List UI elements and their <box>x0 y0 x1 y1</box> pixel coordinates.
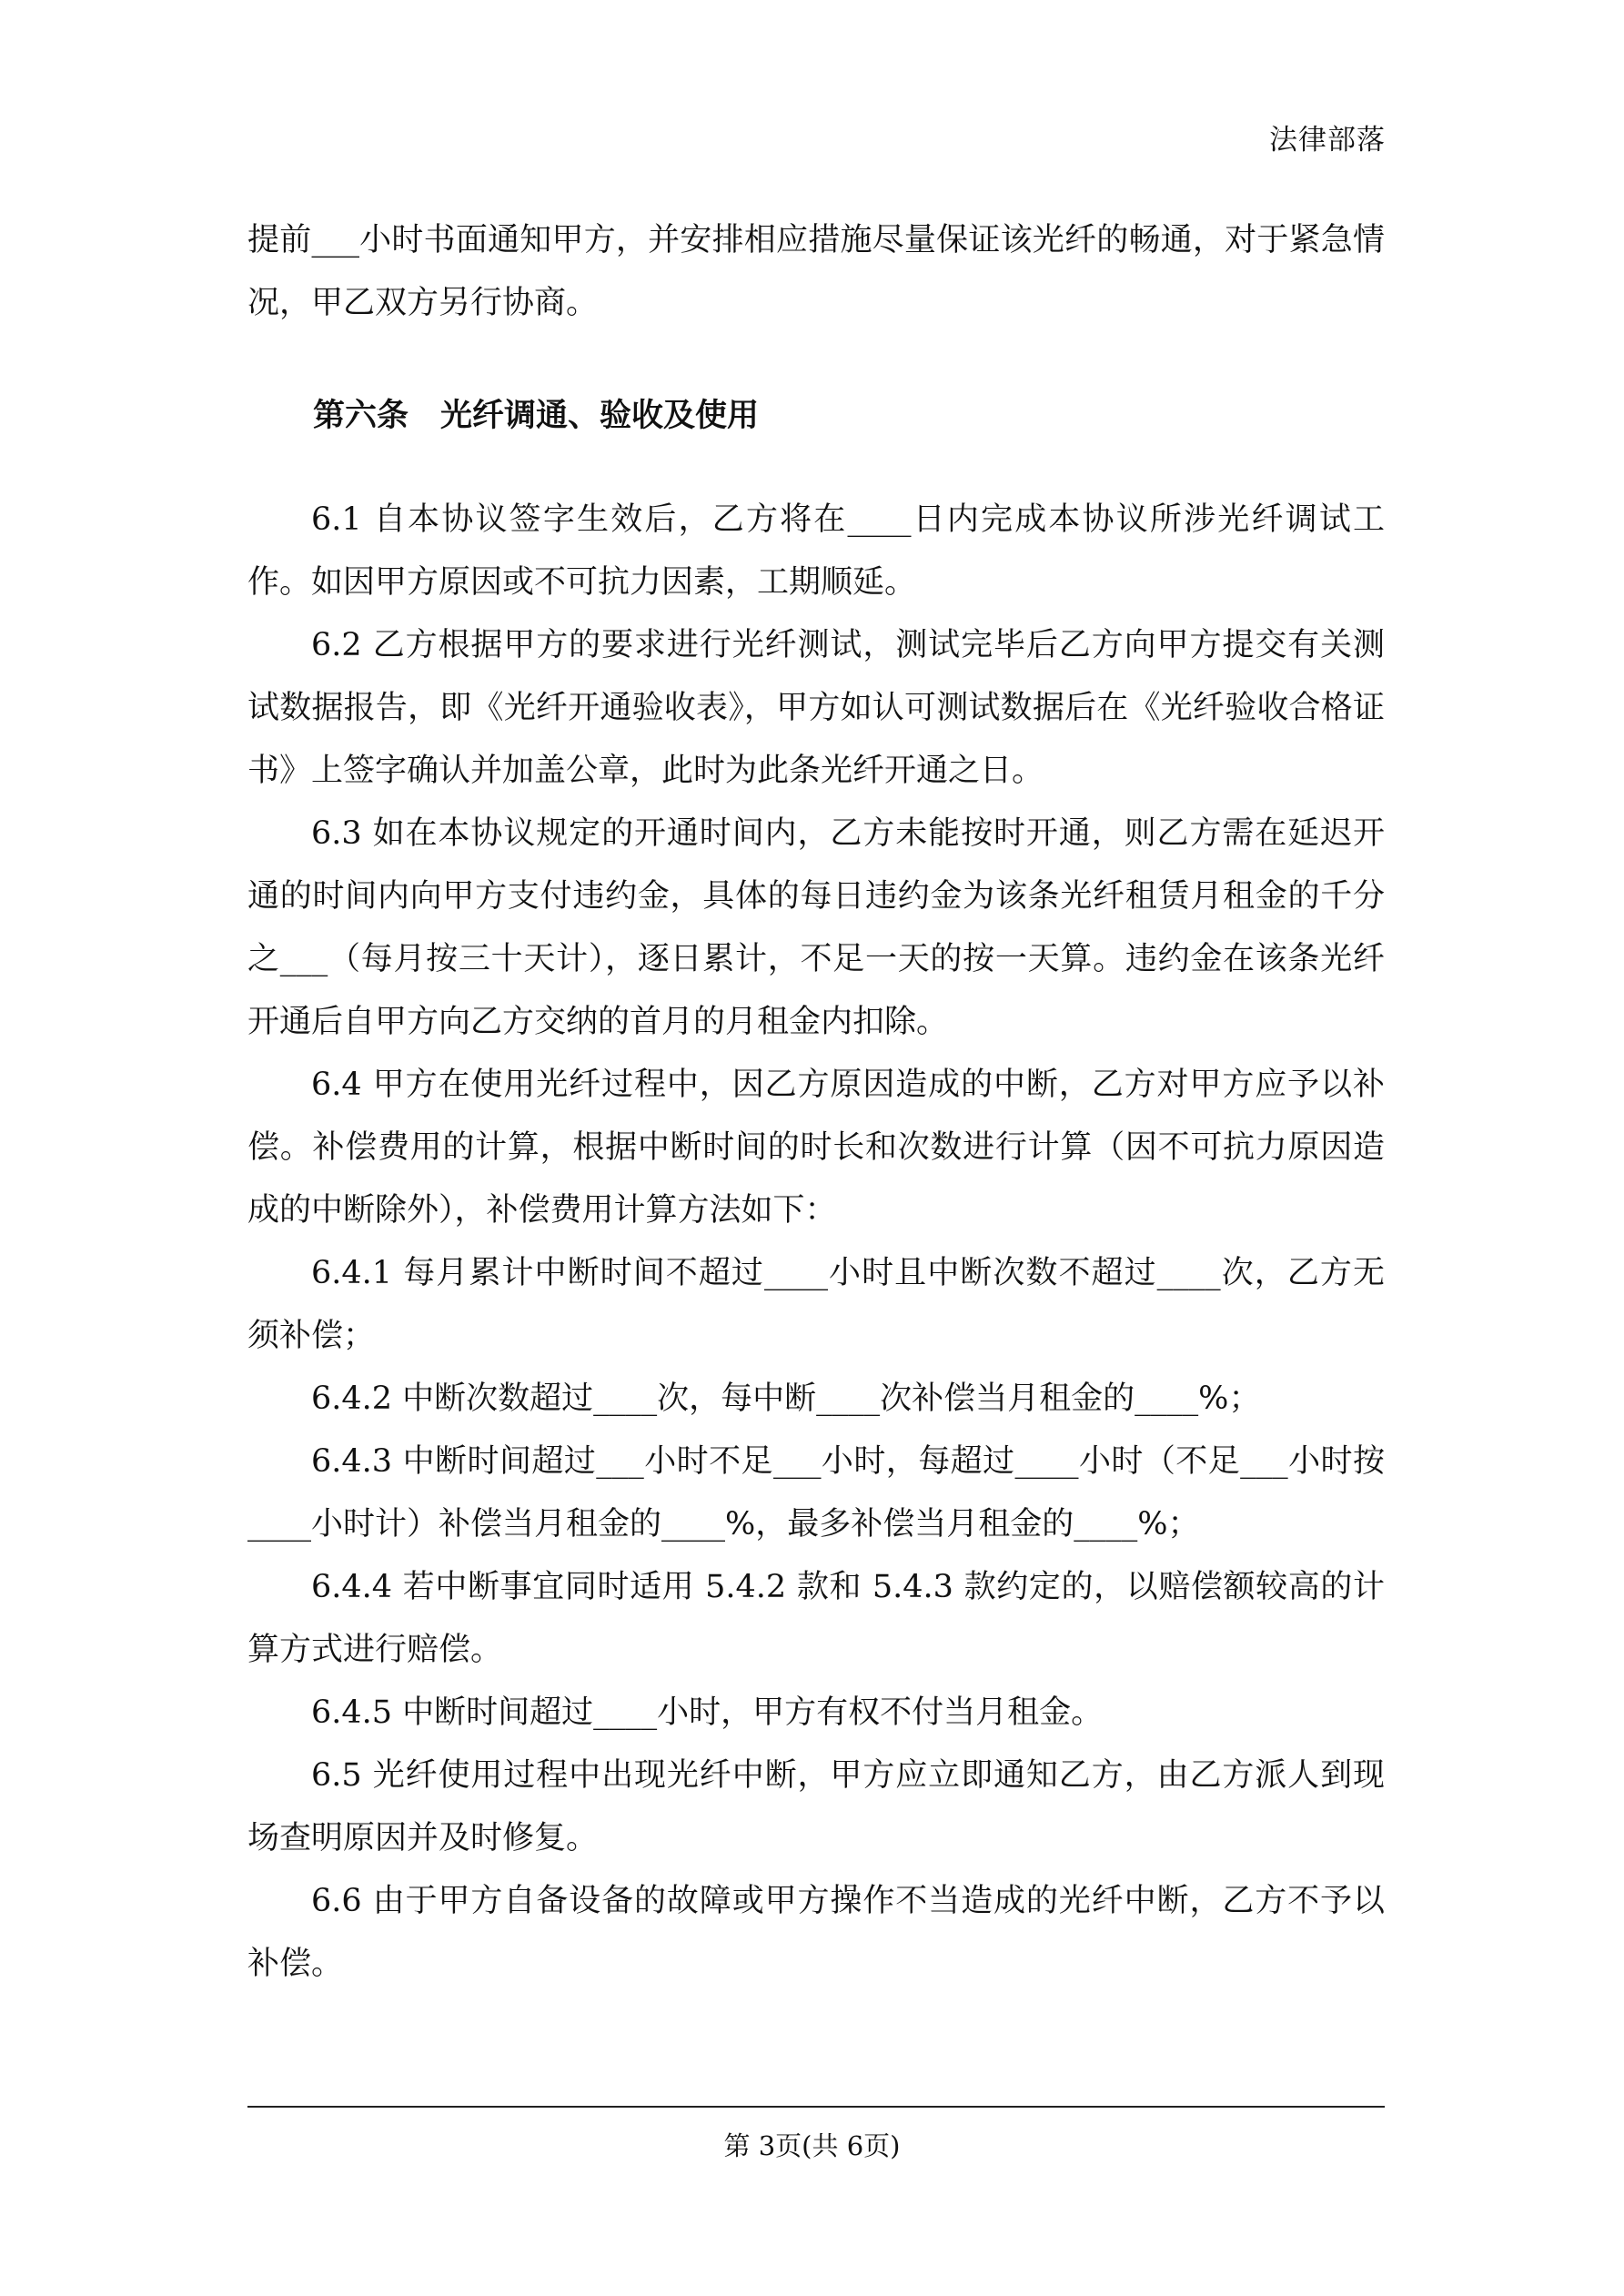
section-heading: 第六条 光纤调通、验收及使用 <box>313 397 760 434</box>
page-number: 第 3页(共 6页) <box>723 2130 901 2161</box>
footer-divider <box>247 2106 1385 2108</box>
header-brand: 法律部落 <box>1269 124 1386 157</box>
clause-6-4-1: 6.4.1 每月累计中断时间不超过____小时且中断次数不超过____次，乙方无须补偿； <box>247 1255 1385 1354</box>
clause-6-4-3: 6.4.3 中断时间超过___小时不足___小时，每超过____小时（不足___小时按____小时计）补偿当月租金的____%，最多补偿当月租金的____%； <box>247 1443 1385 1542</box>
clause-6-3: 6.3 如在本协议规定的开通时间内，乙方未能按时开通，则乙方需在延迟开通的时间内向甲方支付违约金，具体的每日违约金为该条光纤租赁月租金的千分之___（每月按三十天计），逐日累计，不足一天的按一天算。违约金在该条光纤开通后自甲方向乙方交纳的首月的月租金内扣除。 <box>247 815 1385 1040</box>
clause-6-1: 6.1 自本协议签字生效后，乙方将在____日内完成本协议所涉光纤调试工作。如因甲方原因或不可抗力因素，工期顺延。 <box>247 501 1385 601</box>
continuation-paragraph: 提前___小时书面通知甲方，并安排相应措施尽量保证该光纤的畅通，对于紧急情况，甲乙双方另行协商。 <box>247 222 1385 321</box>
clause-6-6: 6.6 由于甲方自备设备的故障或甲方操作不当造成的光纤中断，乙方不予以补偿。 <box>247 1883 1385 1982</box>
clause-6-5: 6.5 光纤使用过程中出现光纤中断，甲方应立即通知乙方，由乙方派人到现场查明原因并及时修复。 <box>247 1757 1385 1856</box>
clause-6-2: 6.2 乙方根据甲方的要求进行光纤测试，测试完毕后乙方向甲方提交有关测试数据报告，即《光纤开通验收表》，甲方如认可测试数据后在《光纤验收合格证书》上签字确认并加盖公章，此时为此条光纤开通之日。 <box>247 627 1385 789</box>
clause-6-4-2: 6.4.2 中断次数超过____次，每中断____次补偿当月租金的____%； <box>311 1381 1261 1417</box>
clause-6-4-4: 6.4.4 若中断事宜同时适用 5.4.2 款和 5.4.3 款约定的，以赔偿额较高的计算方式进行赔偿。 <box>247 1569 1385 1668</box>
document-body <box>247 209 1385 1996</box>
clause-6-4-5: 6.4.5 中断时间超过____小时，甲方有权不付当月租金。 <box>311 1694 1104 1731</box>
clause-6-4: 6.4 甲方在使用光纤过程中，因乙方原因造成的中断，乙方对甲方应予以补偿。补偿费用的计算，根据中断时间的时长和次数进行计算（因不可抗力原因造成的中断除外），补偿费用计算方法如下： <box>247 1067 1385 1229</box>
